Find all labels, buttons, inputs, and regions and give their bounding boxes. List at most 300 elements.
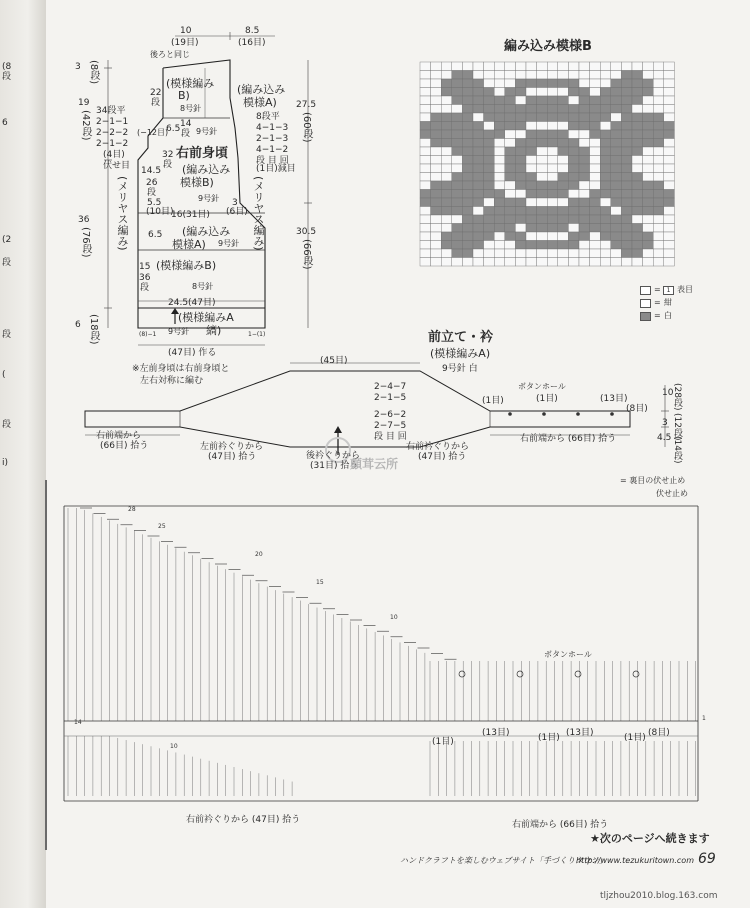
- chart-cell: [505, 258, 516, 267]
- chart-cell: [473, 105, 484, 114]
- chart-cell: [431, 71, 442, 80]
- chart-cell: [515, 122, 526, 131]
- band-height: 4.5: [657, 433, 672, 443]
- chart-cell: [462, 156, 473, 165]
- chart-cell: [600, 105, 611, 114]
- chart-cell: [515, 71, 526, 80]
- chart-cell: [590, 113, 601, 122]
- chart-cell: [590, 139, 601, 148]
- chart-cell: [643, 224, 654, 233]
- chart-pickup: 右前端から (66目) 拾う: [512, 820, 609, 830]
- chart-cell: [600, 232, 611, 241]
- chart-cell: [600, 71, 611, 80]
- chart-cell: [452, 79, 463, 88]
- chart-cell: [505, 190, 516, 199]
- chart-cell: [452, 71, 463, 80]
- chart-cell: [537, 156, 548, 165]
- chart-cell: [590, 258, 601, 267]
- right-height-1: 27.5: [296, 100, 317, 110]
- chart-cell: [632, 207, 643, 216]
- chart-cell: [643, 232, 654, 241]
- chart-cell: [653, 79, 664, 88]
- margin-label: 6: [2, 118, 8, 128]
- chart-cell: [441, 207, 452, 216]
- chart-cell: [526, 147, 537, 156]
- row-count: 15: [139, 262, 151, 272]
- chart-cell: [494, 139, 505, 148]
- chart-cell: [653, 258, 664, 267]
- neck-rule: 伏せ目: [103, 161, 131, 171]
- margin-label: (8: [2, 62, 12, 72]
- chart-cell: [515, 190, 526, 199]
- chart-cell: [526, 224, 537, 233]
- section-label: B): [178, 89, 190, 102]
- margin-label: 段: [2, 330, 12, 340]
- chart-cell: [441, 62, 452, 71]
- chart-cell: [664, 139, 675, 148]
- chart-cell: [621, 105, 632, 114]
- same-as-back: 後ろと同じ: [150, 50, 190, 59]
- chart-cell: [441, 190, 452, 199]
- chart-cell: [621, 88, 632, 97]
- chart-cell: [621, 156, 632, 165]
- neck-rule: 2−1−2: [96, 139, 129, 149]
- footer-url[interactable]: http://www.tezukuritown.com: [576, 856, 694, 865]
- chart-cell: [600, 147, 611, 156]
- chart-cell: [473, 215, 484, 224]
- chart-cell: [484, 88, 495, 97]
- chart-cell: [558, 79, 569, 88]
- chart-cell: [643, 173, 654, 182]
- band-height: 3: [662, 418, 668, 428]
- chart-cell: [526, 139, 537, 148]
- chart-cell: [600, 224, 611, 233]
- chart-cell: [547, 122, 558, 131]
- chart-cell: [494, 207, 505, 216]
- chart-cell: [473, 224, 484, 233]
- chart-cell: [621, 190, 632, 199]
- chart-cell: [420, 190, 431, 199]
- chart-cell: [526, 258, 537, 267]
- chart-cell: [653, 71, 664, 80]
- chart-cell: [579, 96, 590, 105]
- margin-label: 段: [2, 72, 12, 82]
- chart-cell: [431, 181, 442, 190]
- section-label: 縞): [206, 324, 222, 337]
- chart-cell: [526, 198, 537, 207]
- chart-cell: [621, 71, 632, 80]
- band-rule: 2−1−5: [374, 393, 407, 403]
- chart-cell: [515, 181, 526, 190]
- chart-cell: [590, 96, 601, 105]
- chart-cell: [420, 258, 431, 267]
- chart-cell: [537, 130, 548, 139]
- width-value: (6目): [226, 207, 248, 217]
- chart-cell: [664, 249, 675, 258]
- chart-cell: [505, 207, 516, 216]
- chart-cell: [547, 147, 558, 156]
- chart-row-number: 28: [128, 506, 136, 513]
- right-height-2: 30.5: [296, 227, 317, 237]
- band-rule: 2−7−5: [374, 421, 407, 431]
- chart-cell: [484, 258, 495, 267]
- chart-cell: [420, 71, 431, 80]
- chart-cell: [537, 190, 548, 199]
- chart-cell: [590, 147, 601, 156]
- chart-cell: [537, 258, 548, 267]
- band-pickup: (47目) 拾う: [208, 452, 257, 462]
- chart-cell: [441, 241, 452, 250]
- chart-cell: [515, 241, 526, 250]
- chart-count: (1目): [432, 737, 454, 747]
- chart-cell: [558, 62, 569, 71]
- decrease-rule: 4−1−2: [256, 145, 289, 155]
- chart-cell: [515, 232, 526, 241]
- chart-cell: [462, 232, 473, 241]
- chart-cell: [643, 62, 654, 71]
- chart-cell: [664, 113, 675, 122]
- chart-cell: [452, 147, 463, 156]
- legend-eq: =: [654, 298, 661, 307]
- neck-decrease: (−12目): [137, 128, 169, 137]
- chart-cell: [537, 207, 548, 216]
- chart-cell: [452, 207, 463, 216]
- chart-cell: [526, 79, 537, 88]
- chart-cell: [537, 79, 548, 88]
- chart-cell: [632, 79, 643, 88]
- chart-cell: [611, 88, 622, 97]
- chart-cell: [515, 105, 526, 114]
- chart-cell: [632, 249, 643, 258]
- section-label: 模様A): [243, 96, 277, 109]
- chart-cell: [653, 241, 664, 250]
- chart-cell: [505, 198, 516, 207]
- chart-cell: [526, 96, 537, 105]
- chart-cell: [452, 224, 463, 233]
- row-count: 段: [163, 160, 173, 170]
- chart-cell: [579, 241, 590, 250]
- chart-cell: [462, 241, 473, 250]
- chart-cell: [537, 105, 548, 114]
- chart-cell: [600, 79, 611, 88]
- chart-cell: [558, 215, 569, 224]
- chart-cell: [473, 190, 484, 199]
- chart-cell: [473, 207, 484, 216]
- chart-cell: [441, 79, 452, 88]
- chart-cell: [526, 88, 537, 97]
- chart-cell: [462, 190, 473, 199]
- chart-cell: [462, 147, 473, 156]
- chart-cell: [505, 96, 516, 105]
- chart-cell: [505, 215, 516, 224]
- decrease-rule: 4−1−3: [256, 123, 289, 133]
- chart-cell: [420, 88, 431, 97]
- section-label: (模様編みA: [178, 311, 234, 324]
- chart-cell: [600, 258, 611, 267]
- chart-cell: [441, 113, 452, 122]
- chart-cell: [431, 62, 442, 71]
- chart-cell: [473, 62, 484, 71]
- chart-cell: [664, 181, 675, 190]
- chart-row-number: 15: [316, 579, 324, 586]
- chart-cell: [664, 198, 675, 207]
- chart-cell: [452, 249, 463, 258]
- chart-count: (8目): [648, 728, 670, 738]
- decrease-rule: 8段平: [256, 112, 280, 122]
- chart-cell: [568, 241, 579, 250]
- blog-watermark: tljzhou2010.blog.163.com: [600, 891, 718, 901]
- chart-cell: [579, 62, 590, 71]
- chart-cell: [431, 122, 442, 131]
- chart-cell: [431, 79, 442, 88]
- chart-cell: [441, 198, 452, 207]
- chart-cell: [558, 105, 569, 114]
- row-count: 36: [139, 273, 151, 283]
- legend-text: 紺: [664, 298, 672, 307]
- chart-cell: [515, 249, 526, 258]
- chart-cell: [547, 241, 558, 250]
- chart-count: (13目): [566, 728, 594, 738]
- chart-cell: [431, 105, 442, 114]
- right-height-1-rows: (60段): [301, 112, 312, 143]
- chart-cell: [547, 164, 558, 173]
- chart-cell: [494, 156, 505, 165]
- chart-cell: [515, 139, 526, 148]
- chart-cell: [664, 232, 675, 241]
- chart-cell: [653, 232, 664, 241]
- chart-cell: [515, 147, 526, 156]
- left-height-2-rows: (42段): [80, 110, 91, 141]
- chart-cell: [664, 207, 675, 216]
- colorwork-chart: [418, 60, 688, 272]
- chart-cell: [505, 122, 516, 131]
- chart-cell: [632, 173, 643, 182]
- chart-cell: [568, 207, 579, 216]
- chart-cell: [526, 130, 537, 139]
- gutter-line: [45, 480, 47, 850]
- chart-cell: [441, 147, 452, 156]
- chart-cell: [579, 224, 590, 233]
- bindoff-label: 伏せ止め: [656, 489, 688, 498]
- band-rule: 2−4−7: [374, 382, 407, 392]
- chart-cell: [537, 198, 548, 207]
- chart-cell: [653, 96, 664, 105]
- chart-cell: [558, 173, 569, 182]
- chart-cell: [431, 232, 442, 241]
- chart-cell: [431, 139, 442, 148]
- buttonhole-mark: [633, 671, 639, 677]
- chart-cell: [632, 198, 643, 207]
- chart-cell: [558, 241, 569, 250]
- band-rule: 段 目 回: [374, 432, 407, 442]
- chart-cell: [452, 96, 463, 105]
- chart-cell: [515, 164, 526, 173]
- chart-cell: [505, 105, 516, 114]
- chart-row-number: 25: [158, 523, 166, 530]
- chart-cell: [484, 105, 495, 114]
- chart-cell: [611, 96, 622, 105]
- legend-eq: =: [654, 311, 661, 320]
- chart-cell: [568, 71, 579, 80]
- chart-cell: [568, 258, 579, 267]
- chart-cell: [558, 130, 569, 139]
- chart-cell: [600, 88, 611, 97]
- chart-cell: [494, 249, 505, 258]
- chart-cell: [420, 249, 431, 258]
- chart-cell: [590, 156, 601, 165]
- band-height-rows: (28段): [672, 383, 682, 411]
- chart-cell: [632, 71, 643, 80]
- chart-cell: [600, 96, 611, 105]
- chart-cell: [473, 79, 484, 88]
- chart-cell: [431, 198, 442, 207]
- chart-cell: [590, 105, 601, 114]
- chart-cell: [653, 181, 664, 190]
- chart-cell: [632, 258, 643, 267]
- row-count: 段: [140, 283, 150, 293]
- chart-cell: [643, 96, 654, 105]
- chart-cell: [664, 96, 675, 105]
- chart-cell: [441, 139, 452, 148]
- chart-cell: [590, 79, 601, 88]
- chart-cell: [579, 164, 590, 173]
- chart-cell: [484, 232, 495, 241]
- chart-cell: [494, 224, 505, 233]
- chart-cell: [484, 62, 495, 71]
- chart-cell: [653, 62, 664, 71]
- chart-row-number: 14: [74, 719, 82, 726]
- chart-cell: [611, 113, 622, 122]
- chart-cell: [473, 147, 484, 156]
- chart-cell: [621, 181, 632, 190]
- chart-cell: [547, 139, 558, 148]
- chart-cell: [611, 258, 622, 267]
- chart-cell: [664, 122, 675, 131]
- left-height-4: 6: [75, 320, 81, 330]
- chart-cell: [505, 156, 516, 165]
- chart-cell: [515, 62, 526, 71]
- chart-cell: [452, 190, 463, 199]
- chart-cell: [579, 113, 590, 122]
- chart-cell: [515, 207, 526, 216]
- chart-cell: [547, 207, 558, 216]
- chart-cell: [643, 79, 654, 88]
- chart-cell: [420, 79, 431, 88]
- chart-cell: [452, 156, 463, 165]
- chart-cell: [611, 224, 622, 233]
- chart-cell: [632, 147, 643, 156]
- chart-cell: [621, 249, 632, 258]
- chart-cell: [462, 224, 473, 233]
- chart-cell: [664, 224, 675, 233]
- neck-rule: 2−1−1: [96, 117, 129, 127]
- chart-cell: [505, 249, 516, 258]
- band-pickup: (31目) 拾う: [310, 461, 359, 471]
- chart-cell: [568, 113, 579, 122]
- chart-cell: [664, 215, 675, 224]
- chart-cell: [621, 241, 632, 250]
- chart-cell: [590, 207, 601, 216]
- chart-cell: [664, 190, 675, 199]
- mirror-note: ※左前身頃は右前身頃と: [132, 364, 230, 374]
- chart-cell: [621, 232, 632, 241]
- chart-cell: [621, 215, 632, 224]
- chart-cell: [632, 88, 643, 97]
- neck-rule: 34段平: [96, 106, 126, 116]
- chart-cell: [664, 130, 675, 139]
- chart-cell: [526, 113, 537, 122]
- chart-cell: [420, 156, 431, 165]
- row-count: 14.5: [141, 166, 162, 176]
- chart-cell: [664, 156, 675, 165]
- chart-cell: [420, 232, 431, 241]
- top-width-1-rows: (19目): [171, 38, 199, 48]
- buttonhole-chart-label: ボタンホール: [544, 650, 592, 659]
- chart-cell: [558, 122, 569, 131]
- chart-cell: [590, 130, 601, 139]
- chart-cell: [632, 164, 643, 173]
- chart-cell: [653, 215, 664, 224]
- chart-cell: [431, 156, 442, 165]
- chart-cell: [515, 96, 526, 105]
- chart-cell: [494, 122, 505, 131]
- chart-cell: [558, 258, 569, 267]
- chart-cell: [452, 198, 463, 207]
- chart-cell: [515, 215, 526, 224]
- chart-cell: [526, 215, 537, 224]
- chart-cell: [452, 105, 463, 114]
- chart-cell: [484, 79, 495, 88]
- chart-cell: [621, 224, 632, 233]
- chart-cell: [611, 130, 622, 139]
- chart-cell: [420, 173, 431, 182]
- section-label: (編み込み: [182, 225, 231, 238]
- chart-cell: [653, 139, 664, 148]
- section-label: (編み込み: [237, 83, 286, 96]
- chart-cell: [420, 198, 431, 207]
- section-label: 模様A): [172, 238, 206, 251]
- buttonhole-mark: [459, 671, 465, 677]
- chart-cell: [547, 173, 558, 182]
- chart-cell: [526, 249, 537, 258]
- chart-row-number: 1: [702, 715, 706, 722]
- chart-cell: [515, 88, 526, 97]
- chart-cell: [452, 130, 463, 139]
- bindoff-legend: = 裏目の伏せ止め: [620, 476, 686, 485]
- chart-cell: [611, 181, 622, 190]
- chart-cell: [547, 258, 558, 267]
- chart-cell: [632, 105, 643, 114]
- row-count: 14: [180, 119, 192, 129]
- chart-cell: [441, 258, 452, 267]
- chart-cell: [558, 181, 569, 190]
- chart-cell: [462, 198, 473, 207]
- margin-label: 段: [2, 420, 12, 430]
- chart-cell: [515, 130, 526, 139]
- chart-cell: [431, 147, 442, 156]
- chart-cell: [579, 258, 590, 267]
- section-label: (模様編みB): [156, 259, 217, 272]
- chart-cell: [484, 113, 495, 122]
- chart-cell: [452, 215, 463, 224]
- chart-cell: [537, 96, 548, 105]
- chart-cell: [611, 105, 622, 114]
- watermark: 顛茸云所: [350, 457, 399, 471]
- chart-cell: [473, 258, 484, 267]
- chart-cell: [505, 71, 516, 80]
- chart-cell: [494, 198, 505, 207]
- chart-cell: [579, 130, 590, 139]
